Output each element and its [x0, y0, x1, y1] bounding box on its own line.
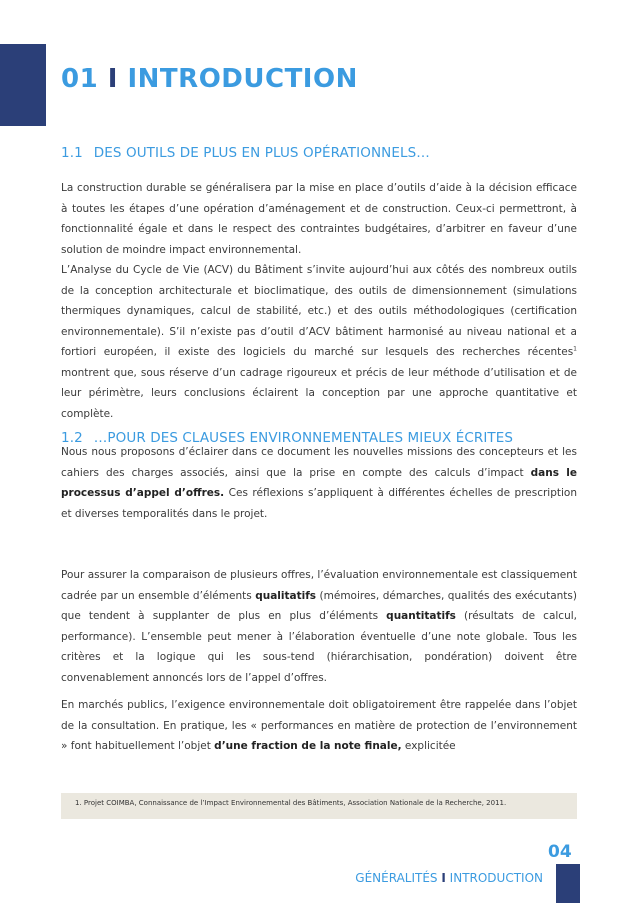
- paragraph-4-bold-qualitatifs: qualitatifs: [255, 589, 317, 602]
- paragraph-4: [61, 565, 577, 688]
- footnote-box: [61, 793, 577, 819]
- section-heading-1-1: [61, 145, 430, 161]
- section-title: DES OUTILS DE PLUS EN PLUS OPÉRATIONNELS…: [93, 145, 430, 161]
- paragraph-4-text-c: (résultats de calcul, performance). L’ensemble peut mener à l’élaboration éventuelle d’une note globale. Tous les critères et la logique qui les sous-tend (hiérarchisation, pondération) doivent être convenablement annoncés lors de l’appel d’offres.: [61, 610, 577, 684]
- footnote-ref: 1: [573, 345, 577, 353]
- paragraph-3: [61, 442, 577, 524]
- section-title: …POUR DES CLAUSES ENVIRONNEMENTALES MIEUX ÉCRITES: [93, 430, 514, 446]
- left-accent-bar: [0, 44, 46, 126]
- bottom-accent-bar: [556, 864, 580, 903]
- title-number: 01: [61, 64, 99, 94]
- paragraph-2-text-b: montrent que, sous réserve d’un cadrage rigoureux et précis de leur méthode d’utilisation et de leur périmètre, leurs conclusions éclairent la conception par une approche quantitative et complète.: [61, 366, 577, 420]
- paragraph-4-text-a: Pour assurer la comparaison de plusieurs offres, l’évaluation environnementale est classiquement cadrée par un ensemble d’éléments: [61, 569, 577, 602]
- section-number: 1.2: [61, 430, 83, 446]
- paragraph-5-text-a: En marchés publics, l’exigence environnementale doit obligatoirement être rappelée dans l’objet de la consultation. En pratique, les « performances en matière de protection de l’environnement » font habituellement l’objet: [61, 699, 577, 752]
- paragraph-5-bold: d’une fraction de la note finale,: [214, 740, 402, 752]
- running-footer: [355, 871, 543, 885]
- title-separator: I: [107, 64, 118, 94]
- paragraph-3-text-b: Ces réflexions s’appliquent à différentes échelles de prescription et diverses temporalités dans le projet.: [61, 487, 578, 520]
- footer-section: GÉNÉRALITÉS: [355, 871, 438, 885]
- page-number: 04: [548, 842, 572, 862]
- paragraph-3-text-a: Nous nous proposons d’éclairer dans ce document les nouvelles missions des concepteurs et les cahiers des charges associés, ainsi que la prise en compte des calculs d’impact: [61, 446, 577, 479]
- title-text: INTRODUCTION: [127, 64, 358, 94]
- paragraph-5: [61, 695, 577, 757]
- page-title: [61, 64, 358, 94]
- paragraph-2-text-a: L’Analyse du Cycle de Vie (ACV) du Bâtiment s’invite aujourd’hui aux côtés des nombreux outils de la conception architecturale et bioclimatique, des outils de dimensionnement (simulations thermiques dynamiques, calcul de stabilité, etc.) et des outils méthodologiques (certification environnementale). S’il n’existe pas d’outil d’ACV bâtiment harmonisé au niveau national et a fortiori européen, il existe des logiciels du marché sur lesquels des recherches récentes: [61, 264, 577, 358]
- footer-chapter: INTRODUCTION: [449, 871, 543, 885]
- footer-separator: I: [441, 871, 446, 885]
- paragraph-4-text-b: (mémoires, démarches, qualités des exécutants) que tendent à supplanter de plus en plus d’éléments: [61, 589, 577, 622]
- paragraph-1: La construction durable se généralisera par la mise en place d’outils d’aide à la décision efficace à toutes les étapes d’une opération d’aménagement et de construction. Ceux-ci permettront, à fonctionnalité égale et dans le respect des contraintes budgétaires, d’arbitrer en faveur d’une solution de moindre impact environnemental.: [61, 182, 577, 256]
- section-number: 1.1: [61, 145, 83, 161]
- paragraph-4-bold-quantitatifs: quantitatifs: [386, 610, 456, 622]
- paragraph-3-bold: dans le processus d’appel d’offres.: [61, 466, 578, 499]
- paragraph-5-text-b: explicitée: [401, 740, 456, 752]
- paragraph-2: [61, 260, 577, 424]
- footnote-text: 1. Projet COIMBA, Connaissance de l’Impact Environnemental des Bâtiments, Association Nationale de la Recherche, 2011.: [75, 799, 507, 807]
